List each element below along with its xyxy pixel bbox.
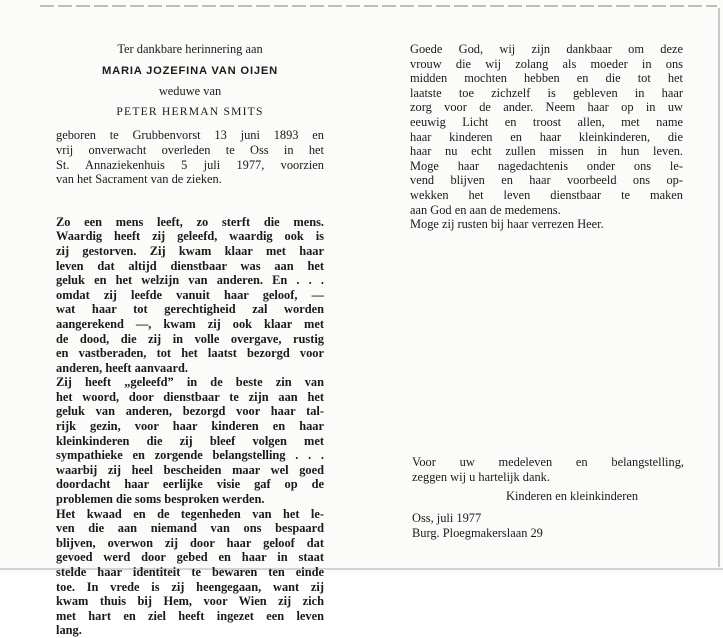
eulogy-line: leven dat altijd dienstbaar was aan het [56,258,324,273]
prayer-line: zorg voor de ander. Neem haar op in uw [410,100,683,115]
eulogy-line: kwam thuis bij Hem, voor Wien zij zich [56,594,324,609]
eulogy-line: ven die aan niemand van ons bespaard [56,521,324,536]
thanks-line: zeggen wij u hartelijk dank. [412,469,550,484]
bio-line: geboren te Grubbenvorst 13 juni 1893 en [56,128,324,143]
bio-line: vrij onverwacht overleden te Oss in het [56,142,324,157]
widow-of-text: weduwe van [158,84,222,99]
eulogy-line: waarbij zij heel bescheiden maar wel goed [56,462,324,477]
eulogy-text [56,215,324,638]
bio-paragraph [56,128,324,186]
place-and-address [412,511,543,540]
eulogy-line: problemen die soms besproken werden. [56,492,265,507]
eulogy-line: Zij heeft „geleefd” in de beste zin van [56,375,324,390]
eulogy-line: omdat zij leefde vanuit haar geloof, — [56,287,324,302]
eulogy-line: kleinkinderen die zij bleef volgen met [56,433,324,448]
eulogy-line: sympathieke en zorgende belangstelling . . . [56,448,324,463]
prayer-line: vrouw die wij zolang als moeder in ons [410,56,683,71]
bio-line: St. Annaziekenhuis 5 juli 1977, voorzien [56,157,324,172]
thanks-note [412,455,684,484]
prayer-line: eeuwig Licht en troost allen, met name [410,114,683,129]
card-top-edge [40,5,717,7]
eulogy-line: blijven, overwon zij door haar geloof dat [56,535,324,550]
card-right-edge [718,8,720,567]
eulogy-line: geluk en het welzijn van anderen. En . . . [56,273,324,288]
eulogy-line: anderen, heeft aanvaard. [56,360,188,375]
prayer-line: Moge zij rusten bij haar verrezen Heer. [410,217,604,232]
eulogy-line: Waardig heeft zij geleefd, waardig ook is [56,229,324,244]
place-date: Oss, juli 1977 [412,511,482,525]
eulogy-line: doordacht haar eerlijke visie gaf op de [56,477,324,492]
eulogy-line: wat haar tot gerechtigheid zal worden [56,302,324,317]
eulogy-line: lang. [56,623,82,638]
address: Burg. Ploegmakerslaan 29 [412,525,543,540]
eulogy-line: gevoed werd door gebed en haar in staat [56,550,324,565]
prayer-line: Moge haar nagedachtenis onder ons le- [410,158,683,173]
eulogy-line: toe. In vrede is zij heengegaan, want zij [56,579,324,594]
prayer-column [410,42,683,232]
eulogy-line: Zo een mens leeft, zo sterft die mens. [56,214,324,229]
eulogy-line: stelde haar identiteit te bewaren ten einde [56,565,324,579]
thanks-line: Voor uw medeleven en belangstelling, [412,455,684,469]
spacer [56,187,324,215]
prayer-line: vend blijven en haar voorbeeld ons op- [410,173,683,188]
prayer-line: wekken het leven dienstbaar te maken [410,187,683,202]
eulogy-line: rijk gezin, voor haar kinderen en haar [56,419,324,434]
prayer-line: Goede God, wij zijn dankbaar om deze [410,42,683,56]
deceased-name: MARIA JOZEFINA VAN OIJEN [101,64,279,77]
signature: Kinderen en kleinkinderen [506,489,639,503]
husband-name: PETER HERMAN SMITS [116,104,264,118]
eulogy-line: de dood, die zij in volle overgave, rustig [56,331,324,346]
bio-line: van het Sacrament van de zieken. [56,172,222,187]
prayer-line: aan God en aan de medemens. [410,202,561,217]
eulogy-line: zij gestorven. Zij kwam klaar met haar [56,243,324,258]
eulogy-line: Het kwaad en de tegenheden van het le- [56,506,324,521]
intro-text: Ter dankbare herinnering aan [117,42,263,56]
prayer-line: laatste toe zichzelf is gebleven in haar [410,85,683,100]
eulogy-line: met hart en ziel heeft ingezet een leven [56,608,324,623]
eulogy-line: het woord, door dienstbaar te zijn aan het [56,389,324,404]
prayer-line: haar kinderen en haar kleinkinderen, die [410,129,683,144]
eulogy-line: en vastberaden, tot het laatst bezorgd voor [56,346,324,361]
prayer-line: midden mochten hebben en die tot het [410,71,683,86]
eulogy-line: geluk van anderen, bezorgd voor haar tal- [56,404,324,419]
left-column [56,42,324,638]
eulogy-line: aangerekend —, kwam zij ook klaar met [56,316,324,331]
prayer-line: haar nu echt zullen missen in hun leven. [410,144,683,159]
